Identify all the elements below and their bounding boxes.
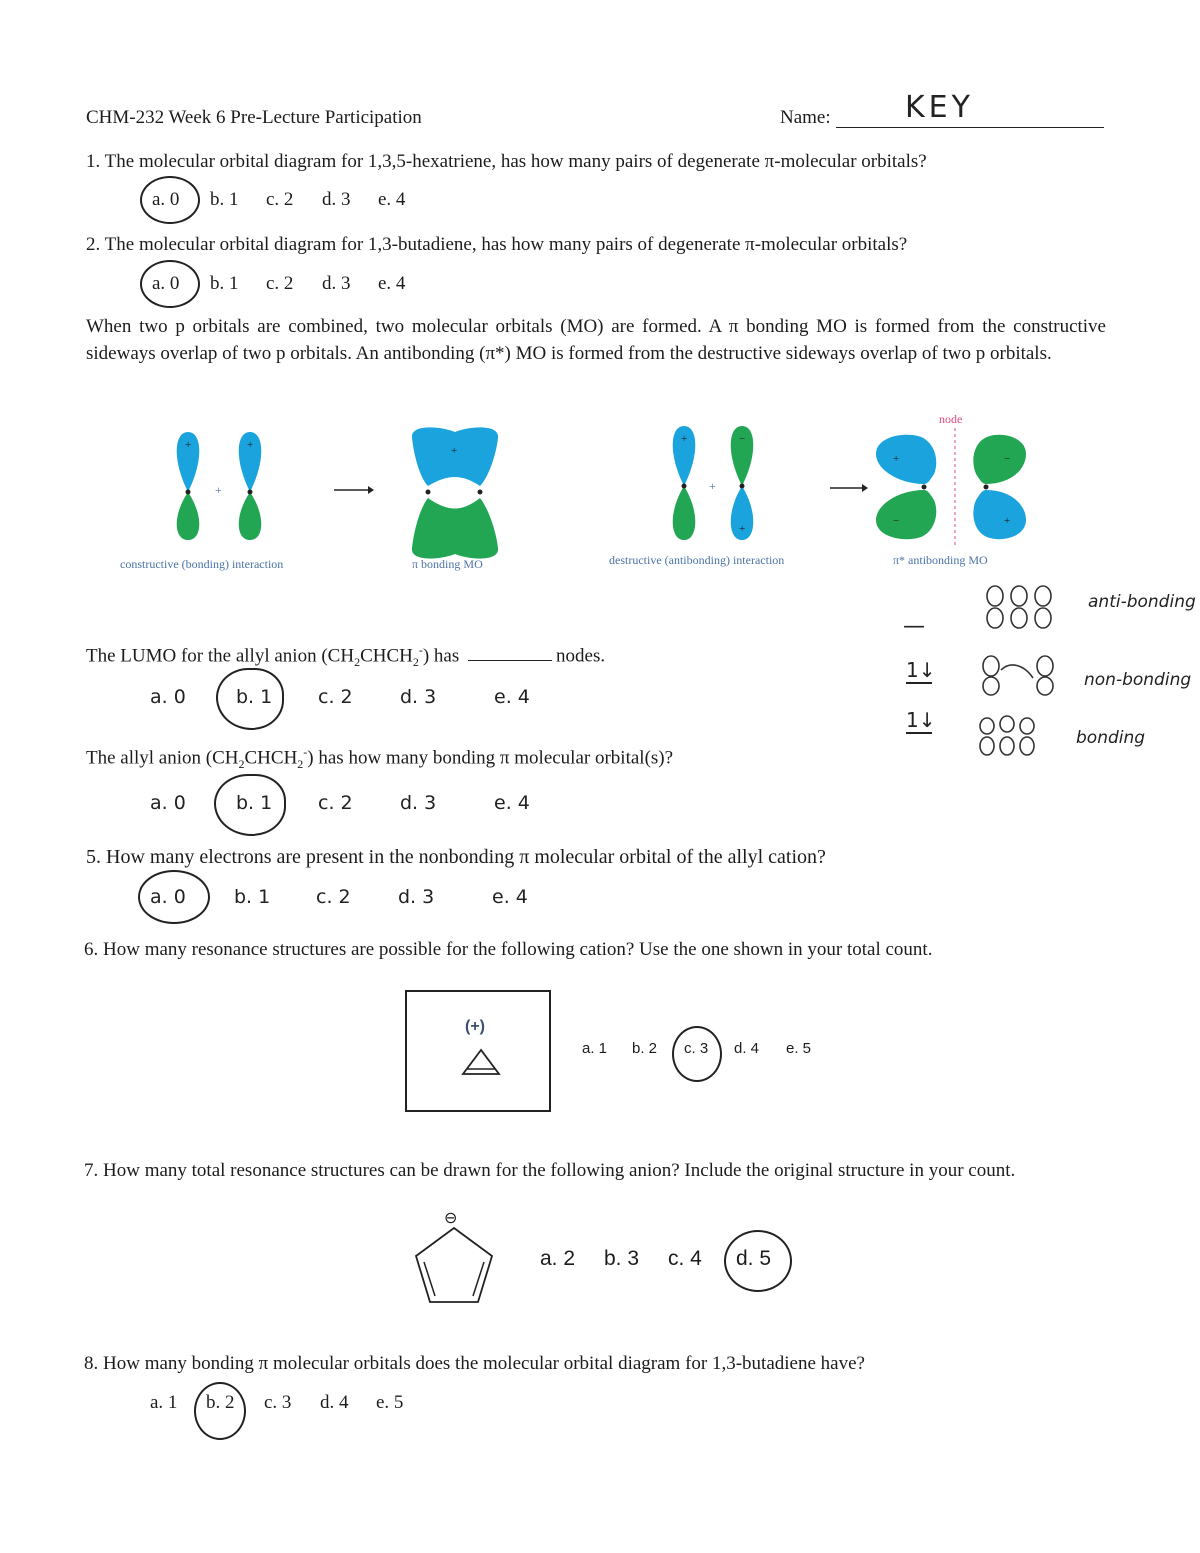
cyclopentadienyl-ring	[404, 1222, 504, 1312]
q2-choice-d[interactable]: d. 3	[322, 273, 351, 294]
q8-choice-c[interactable]: c. 3	[264, 1392, 292, 1413]
svg-text:+: +	[247, 439, 254, 451]
q2-choice-c[interactable]: c. 2	[266, 273, 294, 294]
caption-bonding-mo: π bonding MO	[412, 557, 483, 571]
q3-choice-e[interactable]: e. 4	[494, 686, 530, 708]
svg-text:+: +	[215, 483, 222, 497]
worksheet-title: CHM-232 Week 6 Pre-Lecture Participation	[86, 107, 422, 128]
q1-answer-circle	[140, 176, 200, 224]
q3-answer-circle	[216, 668, 284, 730]
q6-choice-b[interactable]: b. 2	[632, 1040, 658, 1057]
q8-answer-circle	[194, 1382, 246, 1440]
q8-choice-a[interactable]: a. 1	[150, 1392, 178, 1413]
question-1-text: 1. The molecular orbital diagram for 1,3,5-hexatriene, has how many pairs of degenerate π-molecular orbitals?	[86, 151, 927, 172]
question-4-text: The allyl anion $(CH_2CHCH_2^-)$ has how many bonding π molecular orbital(s)?	[86, 745, 674, 772]
q5-choice-d[interactable]: d. 3	[398, 886, 435, 908]
constructive-interaction-orbitals	[177, 432, 262, 540]
question-6-text: 6. How many resonance structures are possible for the following cation? Use the one shown in your total count.	[84, 939, 933, 960]
q6-choice-c[interactable]: c. 3	[684, 1040, 709, 1057]
q1-choice-d[interactable]: d. 3	[322, 189, 351, 210]
q8-choice-e[interactable]: e. 5	[376, 1392, 404, 1413]
name-label: Name:	[780, 107, 831, 128]
sketch-label-antibonding: anti-bonding	[1088, 592, 1196, 612]
question-2-text: 2. The molecular orbital diagram for 1,3-butadiene, has how many pairs of degenerate π-molecular orbitals?	[86, 234, 908, 255]
svg-text:−: −	[739, 433, 746, 445]
q3-choice-c[interactable]: c. 2	[318, 686, 353, 708]
cyclopropenyl-ring	[407, 992, 549, 1110]
q8-choice-b[interactable]: b. 2	[206, 1392, 235, 1413]
sketch-electrons-nonbonding: 1↓	[906, 658, 936, 682]
q3-choice-d[interactable]: d. 3	[400, 686, 437, 708]
cation-charge: (+)	[465, 1018, 485, 1035]
q6-choice-d[interactable]: d. 4	[734, 1040, 760, 1057]
sketch-empty-level: —	[903, 614, 925, 639]
svg-text:+: +	[185, 439, 192, 451]
sketch-label-nonbonding: non-bonding	[1084, 670, 1192, 690]
intro-paragraph: When two p orbitals are combined, two molecular orbitals (MO) are formed. A π bonding MO is formed from the constructive sideways overlap of two p orbitals. An antibonding (π*) MO is formed from the destructive sideways overlap of two p orbitals.	[86, 316, 1106, 364]
q7-choice-c[interactable]: c. 4	[668, 1247, 702, 1270]
q2-choice-e[interactable]: e. 4	[378, 273, 406, 294]
q1-choice-e[interactable]: e. 4	[378, 189, 406, 210]
svg-text:−: −	[1004, 453, 1011, 465]
question-5-choices	[150, 886, 552, 908]
svg-text:+: +	[681, 433, 688, 445]
q4-choice-a[interactable]: a. 0	[150, 792, 186, 814]
sketch-electrons-bonding: 1↓	[906, 708, 936, 732]
pi-bonding-mo-shape	[412, 427, 498, 558]
q4-choice-e[interactable]: e. 4	[494, 792, 530, 814]
q5-choice-e[interactable]: e. 4	[492, 886, 528, 908]
q2-choice-b[interactable]: b. 1	[210, 273, 239, 294]
name-line	[836, 127, 1104, 128]
q7-answer-circle	[724, 1230, 792, 1292]
q6-choice-e[interactable]: e. 5	[786, 1040, 812, 1057]
question-7-text: 7. How many total resonance structures can be drawn for the following anion? Include the original structure in your count.	[84, 1160, 1016, 1181]
svg-text:−: −	[893, 515, 900, 527]
q3-blank[interactable]	[468, 660, 552, 661]
q1-choice-c[interactable]: c. 2	[266, 189, 294, 210]
caption-antibonding-mo: π* antibonding MO	[893, 553, 988, 567]
q5-answer-circle	[138, 870, 210, 924]
q5-choice-c[interactable]: c. 2	[316, 886, 351, 908]
q5-choice-a[interactable]: a. 0	[150, 886, 186, 908]
q3-choice-a[interactable]: a. 0	[150, 686, 186, 708]
question-8-text: 8. How many bonding π molecular orbitals does the molecular orbital diagram for 1,3-butadiene have?	[84, 1353, 865, 1374]
caption-destructive: destructive (antibonding) interaction	[609, 553, 785, 567]
svg-text:+: +	[1004, 515, 1011, 527]
svg-text:+: +	[893, 453, 900, 465]
svg-text:+: +	[709, 479, 716, 493]
node-label: node	[939, 412, 963, 426]
q3-choice-b[interactable]: b. 1	[236, 686, 273, 708]
q6-choice-a[interactable]: a. 1	[582, 1040, 608, 1057]
sketch-label-bonding: bonding	[1076, 728, 1146, 748]
name-value-handwritten: KEY	[905, 90, 974, 125]
q4-answer-circle	[214, 774, 286, 836]
q8-choice-d[interactable]: d. 4	[320, 1392, 349, 1413]
q1-choice-b[interactable]: b. 1	[210, 189, 239, 210]
q6-answer-circle	[672, 1026, 722, 1082]
q1-choice-a[interactable]: a. 0	[152, 189, 180, 210]
q4-choice-d[interactable]: d. 3	[400, 792, 437, 814]
anion-charge: ⊖	[444, 1210, 458, 1227]
pi-antibonding-mo-shape	[876, 428, 1026, 548]
caption-constructive: constructive (bonding) interaction	[120, 557, 284, 571]
question-4-choices	[150, 792, 554, 814]
q4-choice-c[interactable]: c. 2	[318, 792, 353, 814]
svg-text:+: +	[451, 445, 458, 457]
q7-choice-b[interactable]: b. 3	[604, 1247, 640, 1270]
question-5-text: 5. How many electrons are present in the nonbonding π molecular orbital of the allyl cation?	[86, 846, 826, 868]
q2-choice-a[interactable]: a. 0	[152, 273, 180, 294]
question-3-text: The LUMO for the allyl anion $(CH_2CHCH_2^-)$ has nodes.	[86, 643, 606, 670]
q4-choice-b[interactable]: b. 1	[236, 792, 273, 814]
destructive-interaction-orbitals	[673, 426, 754, 540]
q5-choice-b[interactable]: b. 1	[234, 886, 271, 908]
question-3-choices	[150, 686, 554, 708]
q2-answer-circle	[140, 260, 200, 308]
q7-choice-a[interactable]: a. 2	[540, 1247, 576, 1270]
svg-text:+: +	[739, 523, 746, 535]
cation-structure-box	[405, 990, 551, 1112]
q7-choice-d[interactable]: d. 5	[736, 1247, 772, 1270]
question-8-choices	[150, 1392, 416, 1414]
